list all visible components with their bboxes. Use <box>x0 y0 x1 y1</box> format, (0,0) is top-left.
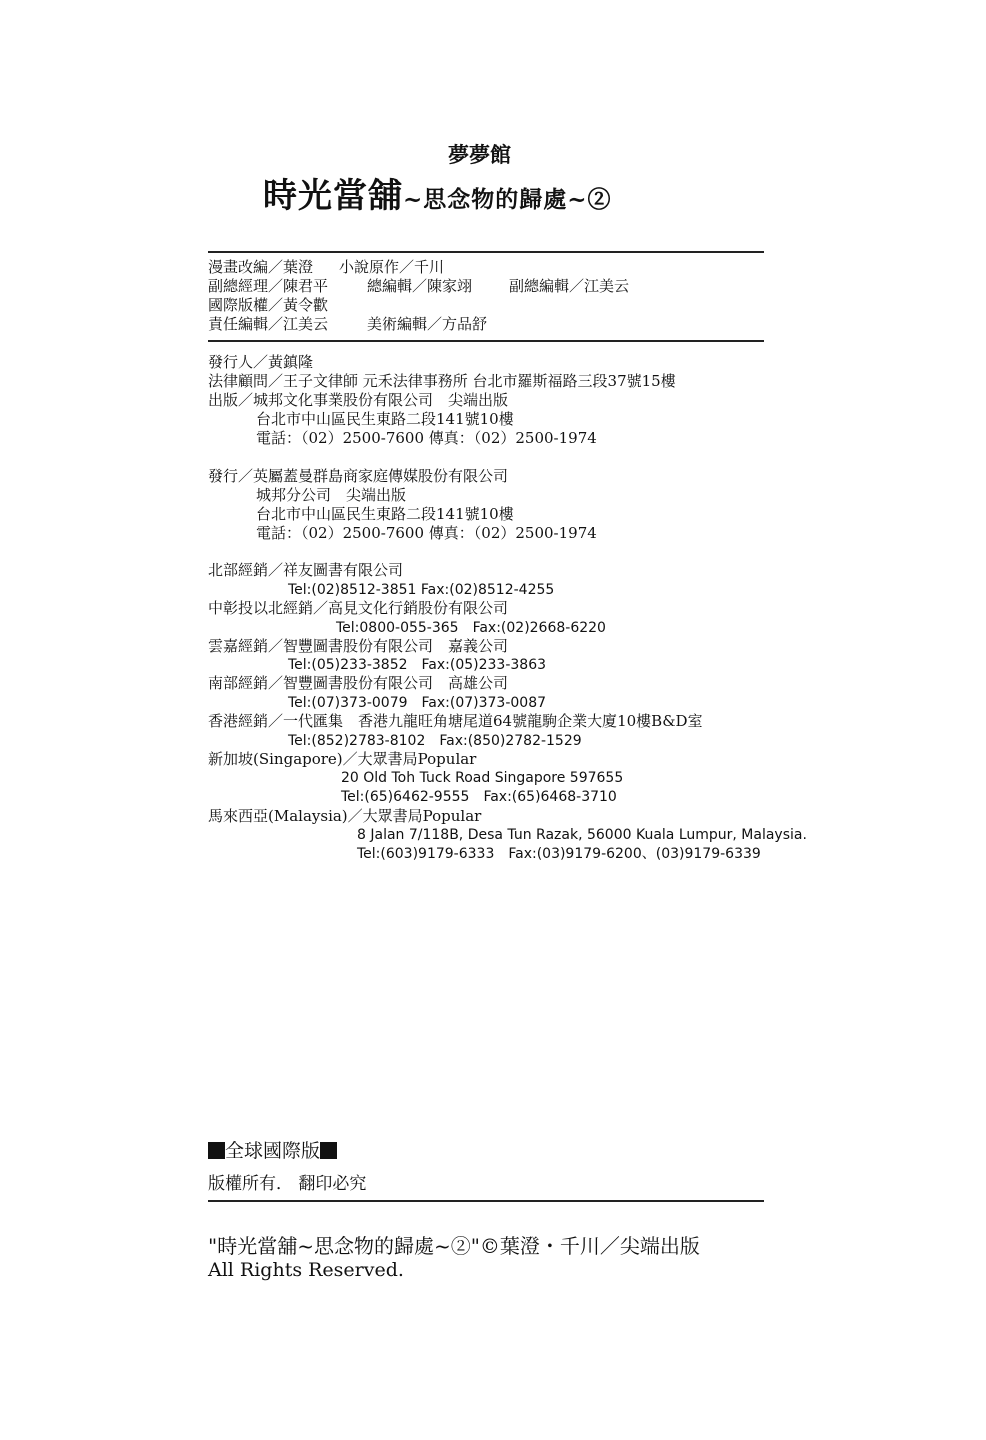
copyright-credit: "時光當舖~思念物的歸處~②"©葉澄・千川／尖端出版 <box>208 1234 700 1258</box>
dealer-north: 北部經銷／祥友圖書有限公司 <box>208 561 404 579</box>
distribution-issue: 發行／英屬蓋曼群島商家庭傳媒股份有限公司 <box>208 467 509 485</box>
novel-author-credit: 小說原作／千川 <box>339 258 445 276</box>
dealer-central-tel: Tel:0800-055-365 Fax:(02)2668-6220 <box>336 620 606 636</box>
rights-reserved: All Rights Reserved. <box>208 1259 404 1281</box>
staff-row-1 <box>208 258 444 277</box>
art-editor-credit: 美術編輯／方品舒 <box>367 315 488 333</box>
book-title-sub: ~思念物的歸處~② <box>403 186 612 213</box>
publish-line: 出版／城邦文化事業股份有限公司 尖端出版 <box>208 391 509 409</box>
book-title <box>263 168 612 217</box>
malaysia-address: 8 Jalan 7/118B, Desa Tun Razak, 56000 Kuala Lumpur, Malaysia. <box>357 827 807 843</box>
divider-bottom <box>208 1200 764 1202</box>
book-title-main: 時光當舖 <box>263 176 403 216</box>
dealer-central: 中彰投以北經銷／高見文化行銷股份有限公司 <box>208 599 509 617</box>
dealer-hongkong-tel: Tel:(852)2783-8102 Fax:(850)2782-1529 <box>288 733 582 749</box>
deputy-gm-credit: 副總經理／陳君平 <box>208 277 329 295</box>
dealer-south: 南部經銷／智豐圖書股份有限公司 高雄公司 <box>208 674 509 692</box>
dealer-south-tel: Tel:(07)373-0079 Fax:(07)373-0087 <box>288 695 547 711</box>
square-bullet-icon <box>208 1142 225 1159</box>
singapore-address: 20 Old Toh Tuck Road Singapore 597655 <box>341 770 624 786</box>
chief-editor-credit: 總編輯／陳家翊 <box>367 277 473 295</box>
dealer-hongkong: 香港經銷／一代匯集 香港九龍旺角塘尾道64號龍駒企業大廈10樓B&D室 <box>208 712 703 730</box>
singapore-tel: Tel:(65)6462-9555 Fax:(65)6468-3710 <box>341 789 617 805</box>
series-label: 夢夢館 <box>448 142 511 167</box>
intl-rights-credit: 國際版權／黃令歡 <box>208 296 329 314</box>
deputy-chief-editor-credit: 副總編輯／江美云 <box>509 277 630 295</box>
rights-notice: 版權所有． 翻印必究 <box>208 1174 367 1194</box>
divider-top <box>208 251 764 253</box>
square-bullet-icon <box>320 1142 337 1159</box>
edition-text: 全球國際版 <box>225 1140 321 1162</box>
responsible-editor-credit: 責任編輯／江美云 <box>208 315 329 333</box>
dealer-yunjia: 雲嘉經銷／智豐圖書股份有限公司 嘉義公司 <box>208 637 509 655</box>
legal-line: 法律顧問／王子文律師 元禾法律事務所 台北市羅斯福路三段37號15樓 <box>208 372 676 390</box>
dealer-yunjia-tel: Tel:(05)233-3852 Fax:(05)233-3863 <box>288 657 547 673</box>
staff-row-2 <box>208 277 328 296</box>
divider-mid <box>208 340 764 342</box>
singapore-dealer: 新加坡(Singapore)／大眾書局Popular <box>208 750 477 768</box>
edition-label <box>208 1136 337 1163</box>
malaysia-tel: Tel:(603)9179-6333 Fax:(03)9179-6200、(03)9179-6339 <box>357 846 761 862</box>
malaysia-dealer: 馬來西亞(Malaysia)／大眾書局Popular <box>208 807 482 825</box>
dealer-north-tel: Tel:(02)8512-3851 Fax:(02)8512-4255 <box>288 582 555 598</box>
comic-adapt-credit: 漫畫改編／葉澄 <box>208 258 314 276</box>
distribution-address: 台北市中山區民生東路二段141號10樓 <box>256 505 514 523</box>
publish-address: 台北市中山區民生東路二段141號10樓 <box>256 410 514 428</box>
publish-phone: 電話：（02）2500-7600 傳真：（02）2500-1974 <box>256 429 597 447</box>
distribution-branch: 城邦分公司 尖端出版 <box>256 486 407 504</box>
issuer-line: 發行人／黃鎮隆 <box>208 353 314 371</box>
distribution-phone: 電話：（02）2500-7600 傳真：（02）2500-1974 <box>256 524 597 542</box>
